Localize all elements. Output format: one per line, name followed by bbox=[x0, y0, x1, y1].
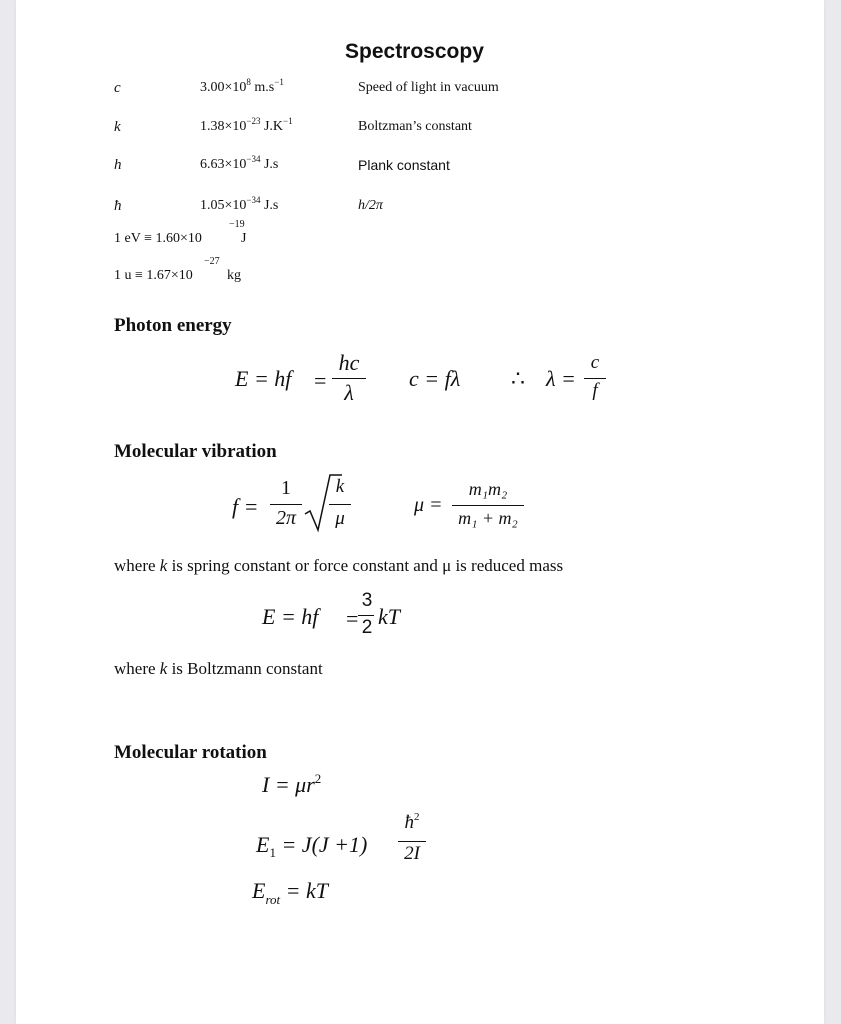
eq-lhs: λ = bbox=[546, 366, 576, 391]
constant-value: $6.63\times 10^{-34}$ J.s bbox=[200, 154, 279, 172]
amu-lhs: 1 u ≡ 1.67×10 bbox=[114, 268, 193, 283]
heading-molecular-vibration: Molecular vibration bbox=[114, 441, 277, 462]
equation-moment-of-inertia: $I = \mu r^2$ bbox=[262, 771, 322, 797]
fraction-denominator: λ bbox=[344, 380, 354, 405]
document-page bbox=[16, 0, 824, 1024]
fraction-denominator: 2I bbox=[404, 843, 420, 864]
eq-lhs: E = hf bbox=[235, 366, 292, 391]
fraction-bar bbox=[584, 378, 606, 379]
constant-symbol: ħ bbox=[114, 198, 122, 214]
vibration-note: where k is spring constant or force constant and μ is reduced mass bbox=[114, 556, 564, 575]
constant-symbol: h bbox=[114, 157, 122, 173]
ev-lhs: 1 eV ≡ 1.60×10 bbox=[114, 231, 202, 246]
ev-exponent: −19 bbox=[229, 219, 245, 230]
constant-value: $3.00\times 10^8$ $m.s^{-1}$ bbox=[200, 77, 284, 95]
eq-equals: = bbox=[314, 368, 327, 393]
constant-description: Speed of light in vacuum bbox=[358, 80, 499, 95]
fraction-bar bbox=[358, 615, 374, 616]
fraction-bar bbox=[332, 378, 366, 379]
constant-description: Plank constant bbox=[358, 157, 450, 173]
eq-rhs: kT bbox=[378, 604, 400, 629]
fraction-bar bbox=[398, 841, 426, 842]
amu-exponent: −27 bbox=[204, 256, 220, 267]
fraction-numerator: m₁m₂ bbox=[468, 479, 508, 499]
fraction-numerator: $ħ^2$ bbox=[404, 811, 420, 833]
page-title: Spectroscopy bbox=[345, 40, 484, 63]
constant-description: Boltzman’s constant bbox=[358, 119, 472, 134]
fraction-denominator: 2π bbox=[275, 507, 297, 529]
fraction-denominator: f bbox=[592, 380, 598, 401]
eq-lhs: $E_1 = J(J +1)$ bbox=[256, 832, 368, 860]
fraction-numerator: 1 bbox=[281, 477, 291, 499]
constant-value: $1.38\times 10^{-23}$ $J.K^{-1}$ bbox=[200, 116, 293, 134]
fraction-numerator: 3 bbox=[361, 590, 373, 611]
constant-symbol: c bbox=[114, 80, 121, 96]
heading-molecular-rotation: Molecular rotation bbox=[114, 742, 267, 763]
fraction-bar bbox=[270, 504, 302, 505]
heading-photon-energy: Photon energy bbox=[114, 315, 232, 336]
amu-unit: kg bbox=[227, 268, 241, 283]
fraction-bar bbox=[452, 505, 524, 506]
fraction-denominator: m₁ + m₂ bbox=[458, 508, 518, 528]
constant-symbol: k bbox=[114, 119, 121, 135]
ev-unit: J bbox=[241, 231, 247, 246]
constant-description: h/2π bbox=[358, 198, 383, 213]
equation-wave-speed: c = fλ bbox=[409, 366, 461, 391]
sqrt-denominator: μ bbox=[335, 508, 345, 529]
eq-lhs: E = hf bbox=[262, 604, 319, 629]
equation-rotational-energy: $E_{rot}$ = kT bbox=[252, 878, 329, 907]
sqrt-numerator: k bbox=[335, 476, 345, 497]
sqrt-fraction-bar bbox=[329, 504, 351, 505]
eq-lhs: μ = bbox=[414, 494, 443, 516]
fraction-denominator: 2 bbox=[361, 617, 373, 638]
eq-equals: = bbox=[346, 606, 359, 631]
boltzmann-note: where k is Boltzmann constant bbox=[114, 659, 323, 678]
therefore-symbol: ∴ bbox=[511, 366, 525, 391]
constant-value: $1.05\times 10^{-34}$ J.s bbox=[200, 195, 279, 213]
fraction-numerator: hc bbox=[338, 350, 360, 375]
fraction-numerator: c bbox=[590, 352, 600, 373]
eq-lhs: f = bbox=[232, 494, 259, 519]
